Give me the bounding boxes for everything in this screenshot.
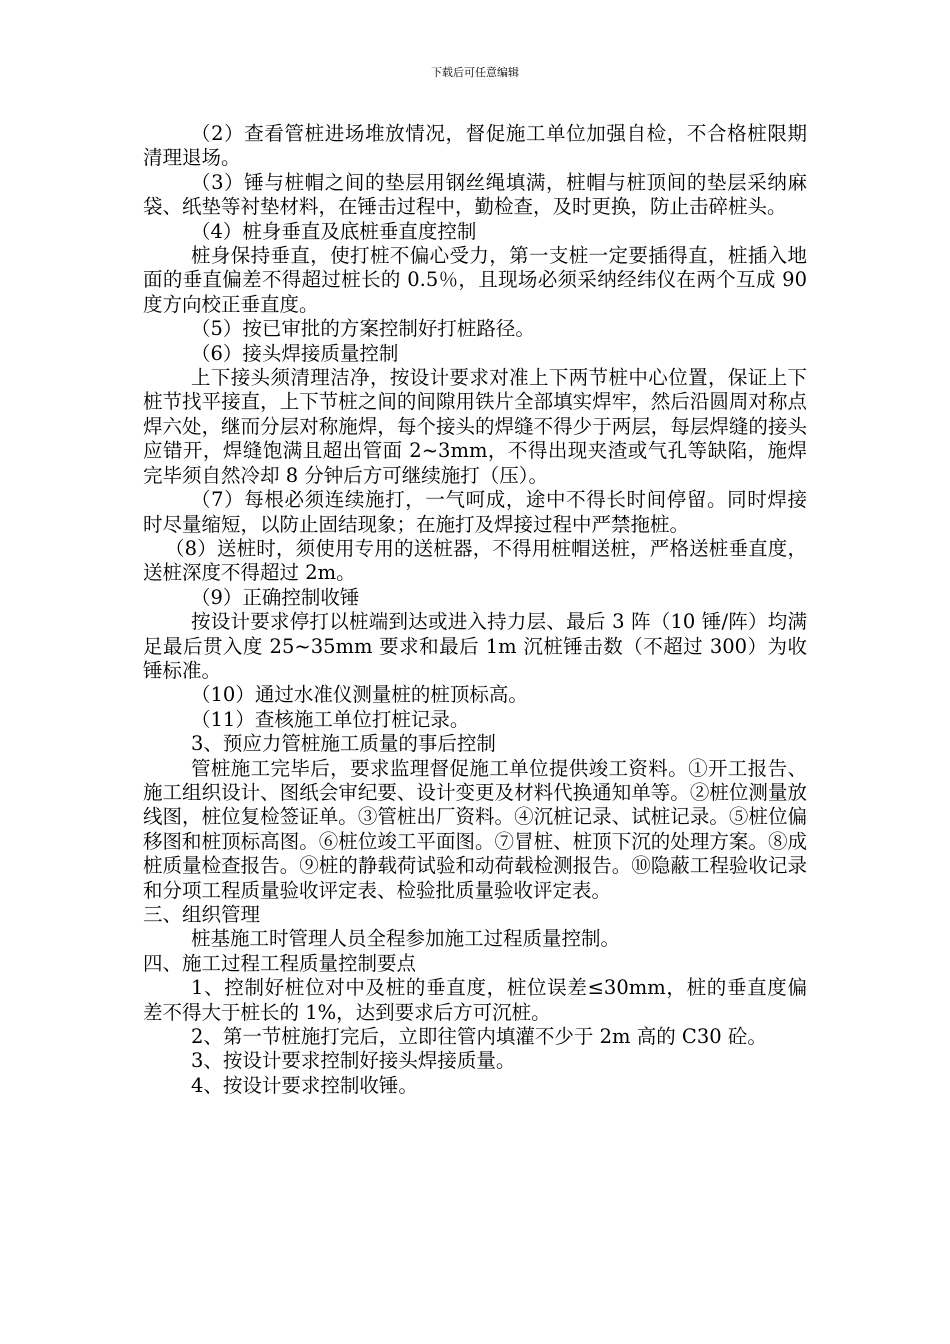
section-heading: （9）正确控制收锤 xyxy=(191,585,360,609)
section-heading: （4）桩身垂直及底桩垂直度控制 xyxy=(191,219,477,243)
paragraph: 3、按设计要求控制好接头焊接质量。 xyxy=(191,1049,516,1073)
paragraph: 上下接头须清理洁净，按设计要求对准上下两节桩中心位置，保证上下桩节找平接直，上下节桩之间的间隙用铁片全部填实焊牢，然后沿圆周对称点焊六处，继而分层对称施焊，每个接头的焊缝不得少于两层，每层焊缝的接头应错开，焊缝饱满且超出管面 2~3mm，不得出现夹渣或气孔等缺陷，施焊完毕须自然冷却 8 分钟后方可继续施打（压）。 xyxy=(143,366,807,487)
paragraph: 管桩施工完毕后，要求监理督促施工单位提供竣工资料。①开工报告、施工组织设计、图纸会审纪要、设计变更及材料代换通知单等。②桩位测量放线图，桩位复检签证单。③管桩出厂资料。④沉桩记录、试桩记录。⑤桩位偏移图和桩顶标高图。⑥桩位竣工平面图。⑦冒桩、桩顶下沉的处理方案。⑧成桩质量检查报告。⑨桩的静载荷试验和动荷载检测报告。⑩隐蔽工程验收记录和分项工程质量验收评定表、检验批质量验收评定表。 xyxy=(143,756,807,902)
paragraph: 桩身保持垂直，使打桩不偏心受力，第一支桩一定要插得直，桩插入地面的垂直偏差不得超过桩长的 0.5％，且现场必须采纳经纬仪在两个互成 90 度方向校正垂直度。 xyxy=(143,244,807,316)
section-heading: （6）接头焊接质量控制 xyxy=(191,341,399,365)
paragraph: （7）每根必须连续施打，一气呵成，途中不得长时间停留。同时焊接时尽量缩短，以防止固结现象；在施打及焊接过程中严禁拖桩。 xyxy=(143,488,807,536)
paragraph: 4、按设计要求控制收锤。 xyxy=(191,1073,418,1097)
paragraph: （8）送桩时，须使用专用的送桩器，不得用桩帽送桩，严格送桩垂直度，送桩深度不得超过 2m。 xyxy=(143,536,807,585)
paragraph: （10）通过水准仪测量桩的桩顶标高。 xyxy=(191,683,528,707)
paragraph: （2）查看管桩进场堆放情况，督促施工单位加强自检，不合格桩限期清理退场。 xyxy=(143,122,807,170)
paragraph: （5）按已审批的方案控制好打桩路径。 xyxy=(191,317,535,341)
document-body xyxy=(143,122,807,1098)
section-heading: 四、施工过程工程质量控制要点 xyxy=(143,951,417,975)
section-heading: 三、组织管理 xyxy=(143,903,261,926)
page-header: 下载后可任意编辑 xyxy=(431,66,519,79)
paragraph: 2、第一节桩施打完后，立即往管内填灌不少于 2m 高的 C30 砼。 xyxy=(191,1025,767,1049)
paragraph: 1、控制好桩位对中及桩的垂直度，桩位误差≤30mm，桩的垂直度偏差不得大于桩长的 1%，达到要求后方可沉桩。 xyxy=(143,976,807,1024)
paragraph: 桩基施工时管理人员全程参加施工过程质量控制。 xyxy=(191,927,621,951)
paragraph: 按设计要求停打以桩端到达或进入持力层、最后 3 阵（10 锤/阵）均满足最后贯入度 25~35mm 要求和最后 1m 沉桩锤击数（不超过 300）为收锤标准。 xyxy=(143,610,807,682)
paragraph: （3）锤与桩帽之间的垫层用钢丝绳填满，桩帽与桩顶间的垫层采纳麻袋、纸垫等衬垫材料，在锤击过程中，勤检查，及时更换，防止击碎桩头。 xyxy=(143,170,807,219)
section-heading: 3、预应力管桩施工质量的事后控制 xyxy=(191,732,496,756)
paragraph: （11）查核施工单位打桩记录。 xyxy=(191,707,470,731)
